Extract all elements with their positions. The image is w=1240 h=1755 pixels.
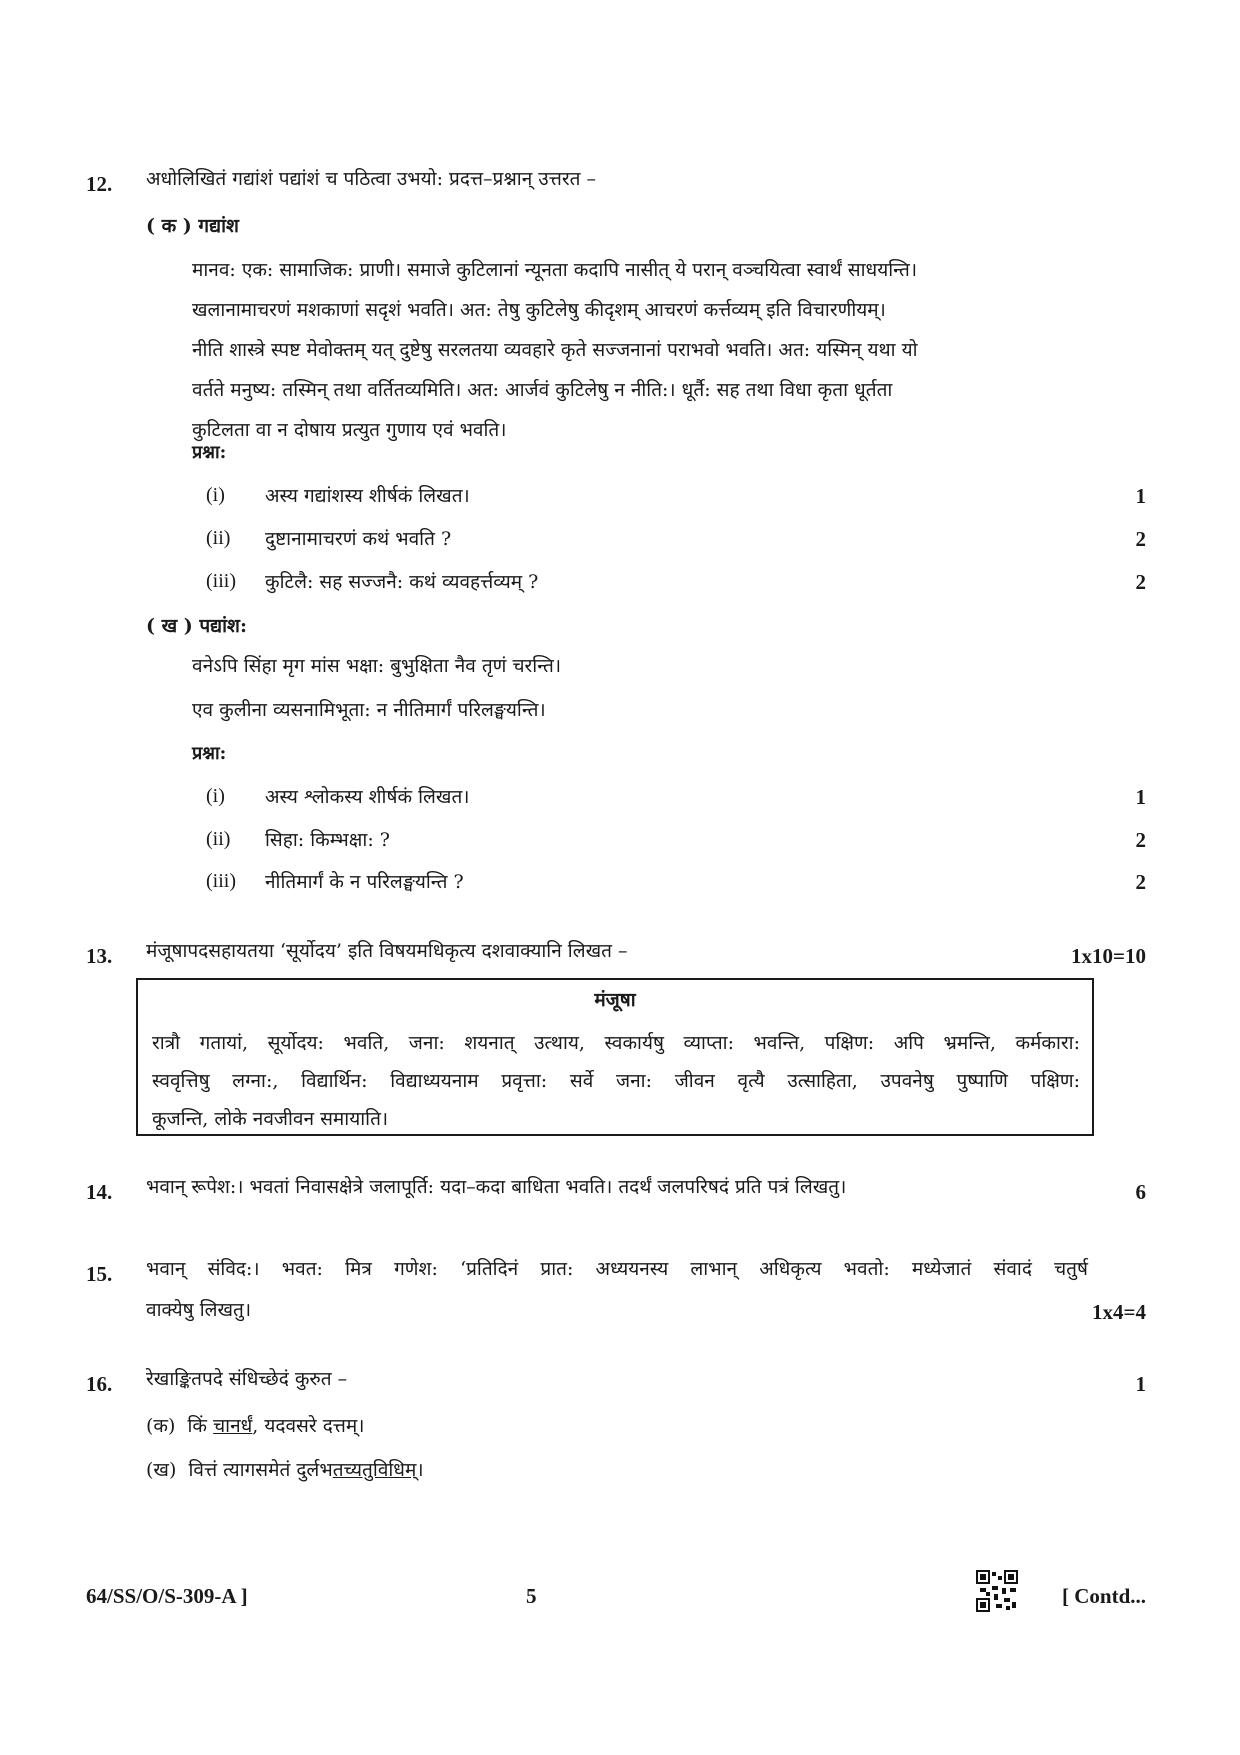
sub-question-number: (i) bbox=[206, 785, 225, 807]
option-kha bbox=[146, 1456, 424, 1482]
word-box-line: रात्रौ गतायां, सूर्योदय: भवति, जना: शयनात् उत्थाय, स्वकार्यषु व्याप्ता: भवन्ति, पक्षिण: अपि भ्रमन्ति, कर्मकारा: bbox=[152, 1032, 1081, 1054]
section-heading-ka: ( क ) गद्यांश bbox=[146, 215, 239, 237]
question-text: भवान् संविद:। भवत: मित्र गणेश: ‘प्रतिदिनं प्रात: अध्ययनस्य लाभान् अधिकृत्य भवतो: मध्येजातं संवादं चतुर्ष bbox=[146, 1258, 1088, 1280]
marks: 1x4=4 bbox=[1092, 1300, 1146, 1324]
underlined-word: तच्यतुविधिम् bbox=[332, 1459, 417, 1481]
question-number: 12. bbox=[86, 172, 113, 196]
question-number: 14. bbox=[86, 1180, 113, 1204]
sub-question-text: अस्य गद्यांशस्य शीर्षकं लिखत। bbox=[265, 485, 470, 507]
question-number: 16. bbox=[86, 1372, 113, 1396]
marks: 2 bbox=[1135, 870, 1146, 894]
question-number: 13. bbox=[86, 944, 113, 968]
option-label: (क) bbox=[146, 1415, 176, 1437]
marks: 2 bbox=[1135, 527, 1146, 551]
question-text-continued: वाक्येषु लिखतु। bbox=[146, 1299, 252, 1321]
underlined-word: चानर्धं bbox=[213, 1415, 253, 1437]
verse-line: वनेऽपि सिंहा मृग मांस भक्षा: बुभुक्षिता नैव तृणं चरन्ति। bbox=[192, 655, 562, 677]
sub-question-text: नीतिमार्गं के न परिलङ्घयन्ति ? bbox=[265, 871, 464, 893]
passage-line: मानव: एक: सामाजिक: प्राणी। समाजे कुटिलानां न्यूनता कदापि नासीत् ये परान् वञ्चयित्वा स्वार्थं साधयन्ति। bbox=[192, 259, 918, 281]
word-box-title: मंजूषा bbox=[594, 989, 636, 1011]
marks: 2 bbox=[1135, 828, 1146, 852]
page-number: 5 bbox=[526, 1584, 537, 1608]
qr-code-icon bbox=[976, 1570, 1018, 1612]
sub-question-text: कुटिलै: सह सज्जनै: कथं व्यवहर्त्तव्यम् ? bbox=[265, 571, 539, 593]
sub-question-number: (ii) bbox=[206, 828, 231, 850]
passage-line: नीति शास्त्रे स्पष्ट मेवोक्तम् यत् दुष्टेषु सरलतया व्यवहारे कृते सज्जनानां पराभवो भवति। अत: यस्मिन् यथा यो bbox=[192, 339, 918, 361]
section-heading-kha: ( ख ) पद्यांश: bbox=[146, 615, 247, 637]
prose-passage bbox=[192, 250, 1088, 450]
question-text: रेखाङ्कितपदे संधिच्छेदं कुरुत – bbox=[146, 1368, 348, 1390]
word-box-text bbox=[152, 1024, 1080, 1138]
sub-question-number: (i) bbox=[206, 484, 225, 506]
paper-code: 64/SS/O/S-309-A ] bbox=[86, 1584, 248, 1608]
question-text: अधोलिखितं गद्यांशं पद्यांशं च पठित्वा उभयो: प्रदत्त–प्रश्नान् उत्तरत – bbox=[146, 168, 596, 190]
option-text: किं bbox=[187, 1415, 214, 1437]
sub-question-number: (iii) bbox=[206, 570, 236, 592]
marks: 1 bbox=[1135, 785, 1146, 809]
passage-line: कुटिलता वा न दोषाय प्रत्युत गुणाय एवं भवति। bbox=[192, 419, 507, 441]
sub-question-text: दुष्टानामाचरणं कथं भवति ? bbox=[265, 528, 452, 550]
sub-question-number: (ii) bbox=[206, 527, 231, 549]
verse-line: एव कुलीना व्यसनामिभूता: न नीतिमार्गं परिलङ्घयन्ति। bbox=[192, 699, 546, 721]
sub-question-number: (iii) bbox=[206, 870, 236, 892]
sub-question-text: अस्य श्लोकस्य शीर्षकं लिखत। bbox=[265, 786, 470, 808]
passage-line: वर्तते मनुष्य: तस्मिन् तथा वर्तितव्यमिति। अत: आर्जवं कुटिलेषु न नीति:। धूर्तै: सह तथा विधा कृता धूर्तता bbox=[192, 379, 893, 401]
word-box-line: कूजन्ति, लोके नवजीवन समायाति। bbox=[152, 1108, 389, 1130]
option-text: वित्तं त्यागसमेतं दुर्लभ bbox=[188, 1459, 333, 1481]
questions-label: प्रश्ना: bbox=[192, 442, 227, 463]
questions-label: प्रश्ना: bbox=[192, 743, 227, 764]
word-box bbox=[136, 978, 1094, 1136]
option-ka bbox=[146, 1412, 365, 1438]
option-label: (ख) bbox=[146, 1459, 177, 1481]
marks: 6 bbox=[1135, 1180, 1146, 1204]
passage-line: खलानामाचरणं मशकाणां सदृशं भवति। अत: तेषु कुटिलेषु कीदृशम् आचरणं कर्त्तव्यम् इति विचारणीयम्। bbox=[192, 299, 886, 321]
marks: 2 bbox=[1135, 570, 1146, 594]
option-text: , यदवसरे दत्तम्। bbox=[252, 1415, 365, 1437]
question-text: भवान् रूपेश:। भवतां निवासक्षेत्रे जलापूर्ति: यदा–कदा बाधिता भवति। तदर्थं जलपरिषदं प्रति पत्रं लिखतु। bbox=[146, 1176, 847, 1198]
sub-question-text: सिहा: किम्भक्षा: ? bbox=[265, 829, 390, 851]
marks: 1 bbox=[1135, 1372, 1146, 1396]
question-text: मंजूषापदसहायतया ‘सूर्योदय’ इति विषयमधिकृत्य दशवाक्यानि लिखत – bbox=[146, 940, 628, 962]
marks: 1x10=10 bbox=[1071, 944, 1146, 968]
continued-marker: [ Contd... bbox=[1061, 1584, 1146, 1608]
marks: 1 bbox=[1135, 484, 1146, 508]
word-box-line: स्ववृत्तिषु लग्ना:, विद्यार्थिन: विद्याध्ययनाम प्रवृत्ता: सर्वे जना: जीवन वृत्यै उत्साहिता, उपवनेषु पुष्पाणि पक्षिण: bbox=[152, 1070, 1080, 1092]
option-text: । bbox=[416, 1459, 424, 1481]
question-number: 15. bbox=[86, 1262, 113, 1286]
